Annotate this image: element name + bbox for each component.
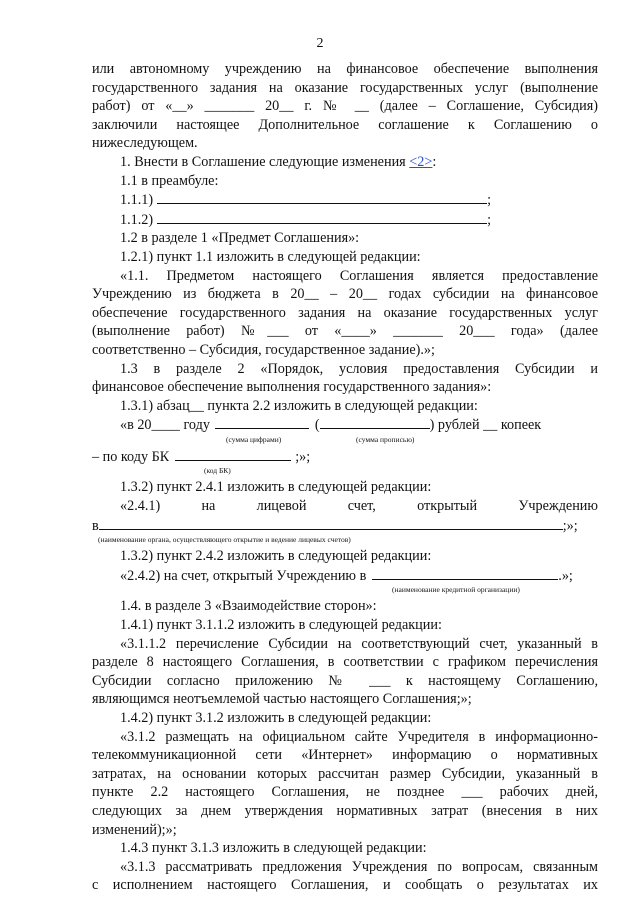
semicolon: ;»;	[562, 517, 578, 534]
kbk-label: – по коду БК	[92, 448, 170, 465]
kbk-field	[175, 447, 291, 461]
prefix: в	[92, 517, 99, 534]
text-line: 1.3.2) пункт 2.4.1 изложить в следующей редакции:	[120, 479, 432, 496]
open-paren: (	[314, 417, 320, 434]
blank-field	[157, 210, 487, 224]
text-line: пункте 2.2 настоящего Соглашения, не позднее ___ рабочих дней,	[92, 784, 598, 801]
organ-caption-row	[92, 535, 598, 547]
text-line: изменений);»;	[92, 821, 177, 838]
text-line: «3.1.3 рассматривать предложения Учреждения по вопросам, связанным	[120, 858, 598, 875]
text-line: 1.4.3 пункт 3.1.3 изложить в следующей редакции:	[120, 840, 427, 857]
text-line: 1. Внести в Соглашение следующие изменения	[120, 153, 406, 170]
caption: (наименование кредитной организации)	[392, 585, 520, 595]
text-line: обеспечение государственного задания на оказание государственных услуг	[92, 304, 598, 321]
text-line: работ) от «__» _______ 20__ г. № __ (далее – Соглашение, Субсидия)	[92, 98, 598, 115]
blank-line-1-1-2	[92, 210, 598, 230]
text-line: затратах, на основании которых рассчитан размер Субсидии, указанный в	[92, 765, 598, 782]
text-line: разделе 8 настоящего Соглашения, в соответствии с графиком перечисления	[92, 654, 598, 671]
text-line: «2.4.1) на лицевой счет, открытый Учреждению	[120, 498, 598, 515]
text-line: 1.4.2) пункт 3.1.2 изложить в следующей редакции:	[120, 710, 432, 726]
item-number: 1.1.1)	[120, 192, 154, 209]
text-line: 1.4.1) пункт 3.1.1.2 изложить в следующей редакции:	[120, 617, 442, 634]
amount-digits-field	[215, 415, 309, 429]
text-line: 1.2.1) пункт 1.1 изложить в следующей редакции:	[120, 248, 421, 265]
document-body	[92, 60, 598, 895]
text-line: государственного задания на оказание государственных услуг (выполнение	[92, 79, 598, 96]
semicolon: ;	[487, 211, 492, 228]
amount-line	[92, 415, 598, 435]
text-line: «3.1.2 размещать на официальном сайте Учредителя в информационно-	[120, 728, 598, 745]
bank-line	[92, 566, 598, 586]
list-item-1	[92, 153, 598, 172]
text-line: 1.3.1) абзац__ пункта 2.2 изложить в следующей редакции:	[120, 397, 478, 414]
text-line: соответственно – Субсидия, государственное задание).»;	[92, 341, 435, 358]
caption: (сумма цифрами)	[226, 434, 282, 444]
text-line: с исполнением настоящего Соглашения, и сообщать о результатах их	[92, 877, 598, 894]
text-line: 1.1 в преамбуле:	[120, 172, 219, 189]
caption: (наименование органа, осуществляющего открытие и ведение лицевых счетов)	[98, 535, 351, 545]
text-line: заключили настоящее Дополнительное соглашение к Соглашению о	[92, 116, 598, 133]
colon: :	[432, 153, 437, 170]
blank-field	[157, 190, 487, 204]
text-line: Учреждению из бюджета в 20__ – 20__ годах субсидии на финансовое	[92, 286, 598, 303]
year-text: «в 20____ году	[120, 417, 210, 434]
kbk-caption-row	[92, 466, 598, 478]
text-line: следующих за днем утверждения нормативных затрат (внесения в них	[92, 802, 598, 819]
text-line: «3.1.1.2 перечисление Субсидии на соответствующий счет, указанный в	[120, 635, 598, 652]
item-number: 1.1.2)	[120, 211, 154, 228]
rubles-text: ) рублей __ копеек	[429, 417, 542, 434]
page-number: 2	[316, 36, 324, 51]
blank-line-1-1-1	[92, 190, 598, 210]
text-line: нижеследующем.	[92, 135, 198, 152]
amount-words-field	[320, 415, 430, 429]
caption: (код БК)	[204, 466, 231, 476]
bank-text: «2.4.2) на счет, открытый Учреждению в	[120, 567, 367, 584]
text-line: телекоммуникационной сети «Интернет» информацию о нормативных	[92, 747, 598, 764]
organ-field	[99, 516, 563, 530]
text-line: Субсидии согласно приложению № ___ к настоящему Соглашению,	[92, 672, 598, 689]
text-line: «1.1. Предметом настоящего Соглашения является предоставление	[120, 267, 598, 284]
semicolon: ;»;	[295, 448, 311, 465]
text-line: являющимся неотъемлемой частью настоящего Соглашения;»;	[92, 691, 472, 708]
semicolon: ;	[487, 192, 492, 209]
kbk-line	[92, 447, 598, 467]
text-line: 1.4. в разделе 3 «Взаимодействие сторон»:	[120, 598, 377, 615]
text-line: или автономному учреждению на финансовое обеспечение выполнения	[92, 61, 598, 77]
text-line: (выполнение работ) №___ от «____» _______ 20___ года» (далее	[92, 323, 598, 340]
text-line: 1.3 в разделе 2 «Порядок, условия предоставления Субсидии и	[120, 360, 598, 377]
bank-field	[372, 566, 558, 580]
text-line: 1.2 в разделе 1 «Предмет Соглашения»:	[120, 230, 360, 247]
end-punct: .»;	[558, 567, 573, 584]
text-line: финансовое обеспечение выполнения государственного задания»:	[92, 379, 492, 396]
text-line: 1.3.2) пункт 2.4.2 изложить в следующей редакции:	[120, 548, 432, 565]
footnote-link[interactable]: <2>	[409, 153, 433, 170]
bank-caption-row	[92, 585, 598, 597]
account-line	[92, 516, 598, 536]
caption: (сумма прописью)	[356, 434, 415, 444]
amount-captions	[92, 435, 598, 447]
